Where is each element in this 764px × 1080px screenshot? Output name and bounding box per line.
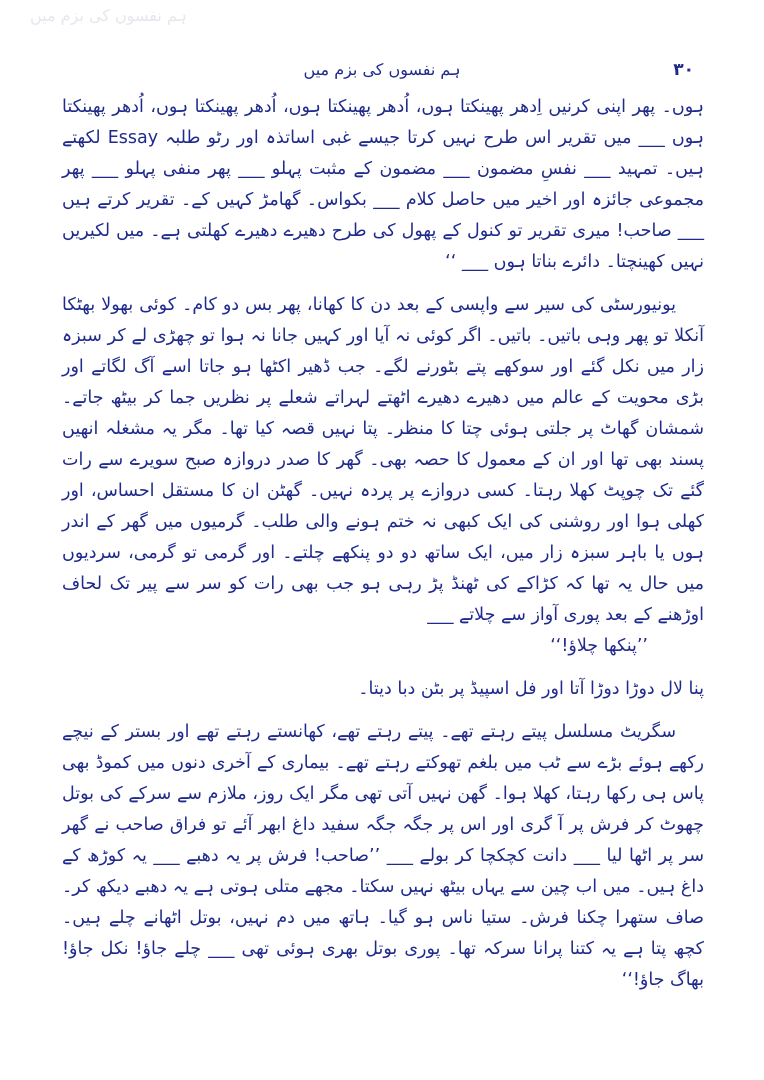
paragraph-4: سگریٹ مسلسل پیتے رہتے تھے۔ پیتے رہتے تھے، کھانستے رہتے تھے اور بستر کے نیچے رکھے ہوئے بڑے سے ٹب میں بلغم تھوکتے رہتے تھے۔ بیماری کے آخری دنوں میں کموڈ بھی پاس ہی رکھا رہتا، کھلا ہوا۔ گھن نہیں آتی تھی مگر ایک روز، ملازم سے سرکے کی بوتل چھوٹ کر فرش پر آ گری اور اس پر جگہ جگہ سفید داغ ابھر آئے تو فراق صاحب نے گھر سر پر اٹھا لیا ___ دانت کچکچا کر بولے ___ ’’صاحب! فرش پر یہ دھبے ___ یہ کوڑھ کے داغ ہیں۔ میں اب چین سے یہاں بیٹھ نہیں سکتا۔ مجھے متلی ہوتی ہے یہ دھبے دیکھ کر۔ صاف ستھرا چکنا فرش۔ ستیا ناس ہو گیا۔ ہاتھ میں دم نہیں، بوتل اٹھانے چلے ہیں۔ کچھ پتا ہے یہ کتنا پرانا سرکہ تھا۔ پوری بوتل بھری ہوئی تھی ___ چلے جاؤ! نکل جاؤ! بھاگ جاؤ!‘‘: [62, 722, 704, 990]
paragraph-2: یونیورسٹی کی سیر سے واپسی کے بعد دن کا کھانا، پھر بس دو کام۔ کوئی بھولا بھٹکا آنکلا تو پھر وہی باتیں۔ باتیں۔ اگر کوئی نہ آیا اور کہیں جانا نہ ہوا تو چھڑی لے کر سبزہ زار میں نکل گئے اور سوکھے پتے بٹورنے لگے۔ جب ڈھیر اکٹھا ہو جاتا اسے آگ لگاتے اور بڑی محویت کے عالم میں دھیرے دھیرے اٹھتے لہراتے شعلے پر نظریں جما کر بیٹھ جاتے۔ شمشان گھاٹ پر جلتی ہوئی چتا کا منظر۔ پتا نہیں قصہ کیا تھا۔ مگر یہ مشغلہ انھیں پسند بھی تھا اور ان کے معمول کا حصہ بھی۔ گھر کا صدر دروازہ صبح سویرے سے رات گئے تک چوپٹ کھلا رہتا۔ کسی دروازے پر پردہ نہیں۔ گھٹن ان کا مستقل احساس، اور کھلی ہوا اور روشنی کی ایک کبھی نہ ختم ہونے والی طلب۔ گرمیوں میں گھر کے اندر ہوں یا باہر سبزہ زار میں، ایک ساتھ دو دو پنکھے چلتے۔ اور گرمی تو گرمی، سردیوں میں حال یہ تھا کہ کڑاکے کی ٹھنڈ پڑ رہی ہو جب بھی رات کو سر سے پیر تک لحاف اوڑھنے کے بعد پوری آواز سے چلاتے ___: [62, 295, 704, 625]
body-text: [62, 92, 704, 996]
page-header: [60, 60, 704, 86]
paragraph-1: ہوں۔ پھر اپنی کرنیں اِدھر پھینکتا ہوں، اُدھر پھینکتا ہوں، اُدھر پھینکتا ہوں، اُدھر پھینکتا ہوں ___ میں تقریر اس طرح نہیں کرتا جیسے غبی اساتذہ اور رٹو طلبہ Essay لکھتے ہیں۔ تمہید ___ نفسِ مضمون ___ مضمون کے مثبت پہلو ___ پھر منفی پہلو ___ پھر مجموعی جائزہ اور اخیر میں حاصل کلام ___ بکواس۔ گھامڑ کہیں کے۔ تقریر کرتے ہیں ___ صاحب! میری تقریر تو کنول کے پھول کی طرح دھیرے دھیرے کھلتی ہے۔ میں لکیریں نہیں کھینچتا۔ دائرے بناتا ہوں ___ ‘‘: [62, 97, 704, 272]
running-title: ہم نفسوں کی بزم میں: [303, 60, 461, 79]
faint-watermark: ہم نفسوں کی بزم میں: [30, 6, 187, 25]
paragraph-3: پنا لال دوڑا دوڑا آتا اور فل اسپیڈ پر بٹن دبا دیتا۔: [358, 679, 704, 699]
page-number: ۳۰: [673, 60, 694, 80]
quote-fan: ’’پنکھا چلاؤ!‘‘: [550, 636, 648, 656]
